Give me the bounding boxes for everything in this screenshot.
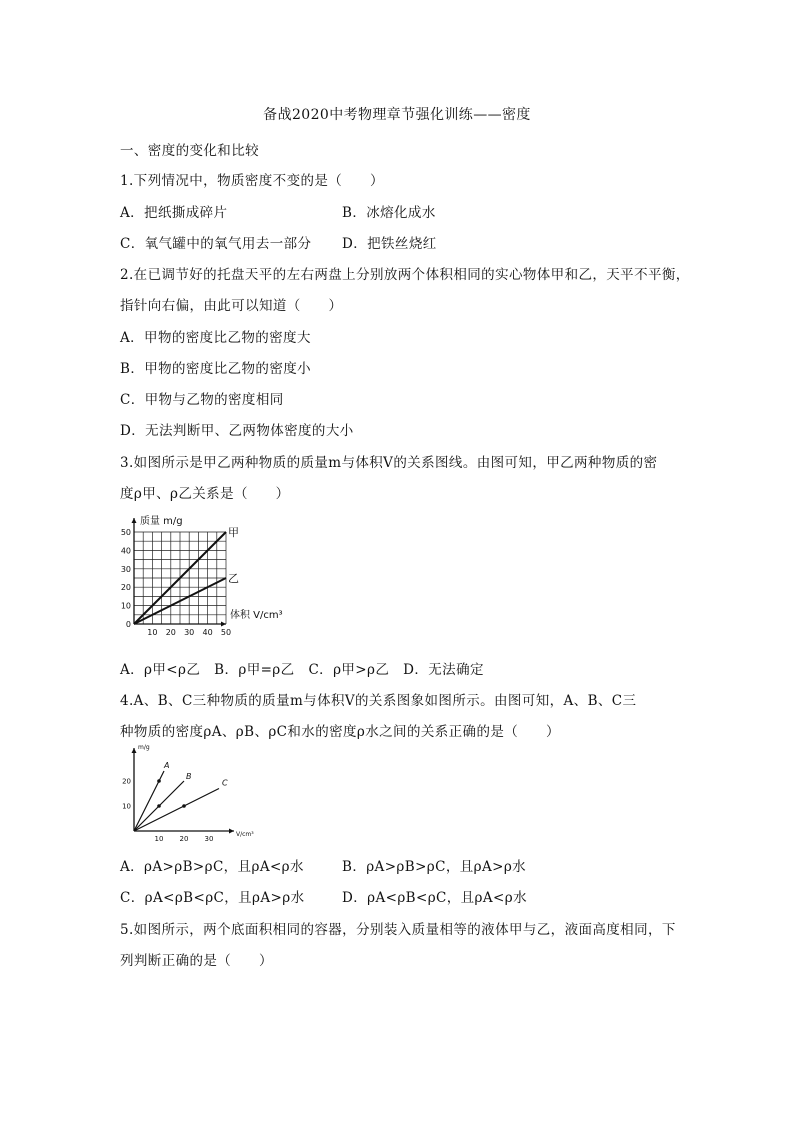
chart1-y-tick-label: 50 [120,528,131,537]
chart2-x-axis-label: V/cm³ [236,831,254,838]
q3-mass-volume-chart [112,506,302,641]
q3-stem-line1: 3.如图所示是甲乙两种物质的质量m与体积V的关系图线。由图可知，甲乙两种物质的密 [120,455,658,471]
chart1-y-tick-label: 30 [120,564,131,574]
chart2-y-axis-arrow [132,748,137,753]
chart1-y-tick-label: 0 [125,620,131,629]
chart1-series-label-甲: 甲 [228,526,239,539]
chart1-x-tick-label: 50 [220,628,232,637]
chart1-y-tick-label: 10 [120,601,131,611]
chart1-x-tick-label: 10 [147,628,158,637]
chart1-x-axis-arrow [221,622,226,627]
q3-stem-line2: 度ρ甲、ρ乙关系是（ ） [120,486,290,502]
chart2-y-axis-label: m/g [138,744,150,751]
chart2-x-tick-label: 10 [154,835,164,843]
chart1-x-tick-label: 40 [202,628,213,637]
q5-stem-line1: 5.如图所示，两个底面积相同的容器，分别装入质量相等的液体甲与乙，液面高度相同，下 [120,922,676,938]
chart2-data-point-B [157,804,161,808]
page-title: 备战2020中考物理章节强化训练——密度 [263,107,531,123]
q5-stem-line2: 列判断正确的是（ ） [120,953,273,969]
chart2-y-tick-label: 10 [122,802,131,811]
chart2-data-point-A [157,779,161,783]
q1-option-d: D．把铁丝烧红 [342,236,437,252]
chart2-series-label-A: A [164,761,170,770]
q4-option-c: C．ρA<ρB<ρC，且ρA>ρ水 [120,890,305,906]
q4-stem-line2: 种物质的密度ρA、ρB、ρC和水的密度ρ水之间的关系正确的是（ ） [120,724,560,740]
q4-option-d: D．ρA<ρB<ρC，且ρA<ρ水 [342,890,527,906]
q4-option-b: B．ρA>ρB>ρC，且ρA>ρ水 [342,859,527,875]
q4-stem-line1: 4.A、B、C三种物质的质量m与体积V的关系图象如图所示。由图可知，A、B、C三 [120,693,637,709]
chart1-x-tick-label: 30 [184,628,195,637]
chart1-x-axis-label: 体积 V/cm³ [230,610,283,621]
q3-options: A．ρ甲<ρ乙 B．ρ甲=ρ乙 C．ρ甲>ρ乙 D．无法确定 [120,662,484,678]
chart1-y-axis-arrow [132,518,137,523]
q4-mass-volume-chart [118,740,263,845]
chart1-series-label-乙: 乙 [228,572,239,585]
q1-option-c: C．氧气罐中的氧气用去一部分 [120,236,312,252]
chart2-x-axis-arrow [229,829,234,834]
q4-option-a: A．ρA>ρB>ρC，且ρA<ρ水 [120,859,304,875]
q2-option-d: D．无法判断甲、乙两物体密度的大小 [120,423,354,439]
q1-option-b: B．冰熔化成水 [342,205,436,221]
section-heading: 一、密度的变化和比较 [120,143,259,159]
chart2-series-line-C [134,789,219,832]
chart2-x-tick-label: 20 [179,835,189,843]
chart1-y-axis-label: 质量 m/g [140,516,183,527]
q2-option-b: B．甲物的密度比乙物的密度小 [120,361,312,377]
q2-option-a: A．甲物的密度比乙物的密度大 [120,330,311,346]
chart1-y-tick-label: 40 [120,546,131,556]
chart2-series-label-B: B [186,772,192,781]
q2-stem-line1: 2.在已调节好的托盘天平的左右两盘上分别放两个体积相同的实心物体甲和乙，天平不平衡， [120,267,690,283]
q1-stem: 1.下列情况中，物质密度不变的是（ ） [120,173,384,189]
q2-stem-line2: 指针向右偏，由此可以知道（ ） [120,298,343,314]
chart2-series-label-C: C [222,778,228,788]
q2-option-c: C．甲物与乙物的密度相同 [120,392,284,408]
chart1-y-tick-label: 20 [120,583,131,593]
chart1-x-tick-label: 20 [165,628,176,637]
chart2-x-tick-label: 30 [204,835,214,843]
chart2-y-tick-label: 20 [122,777,131,786]
chart2-data-point-C [182,804,186,808]
q1-option-a: A．把纸撕成碎片 [120,205,228,221]
